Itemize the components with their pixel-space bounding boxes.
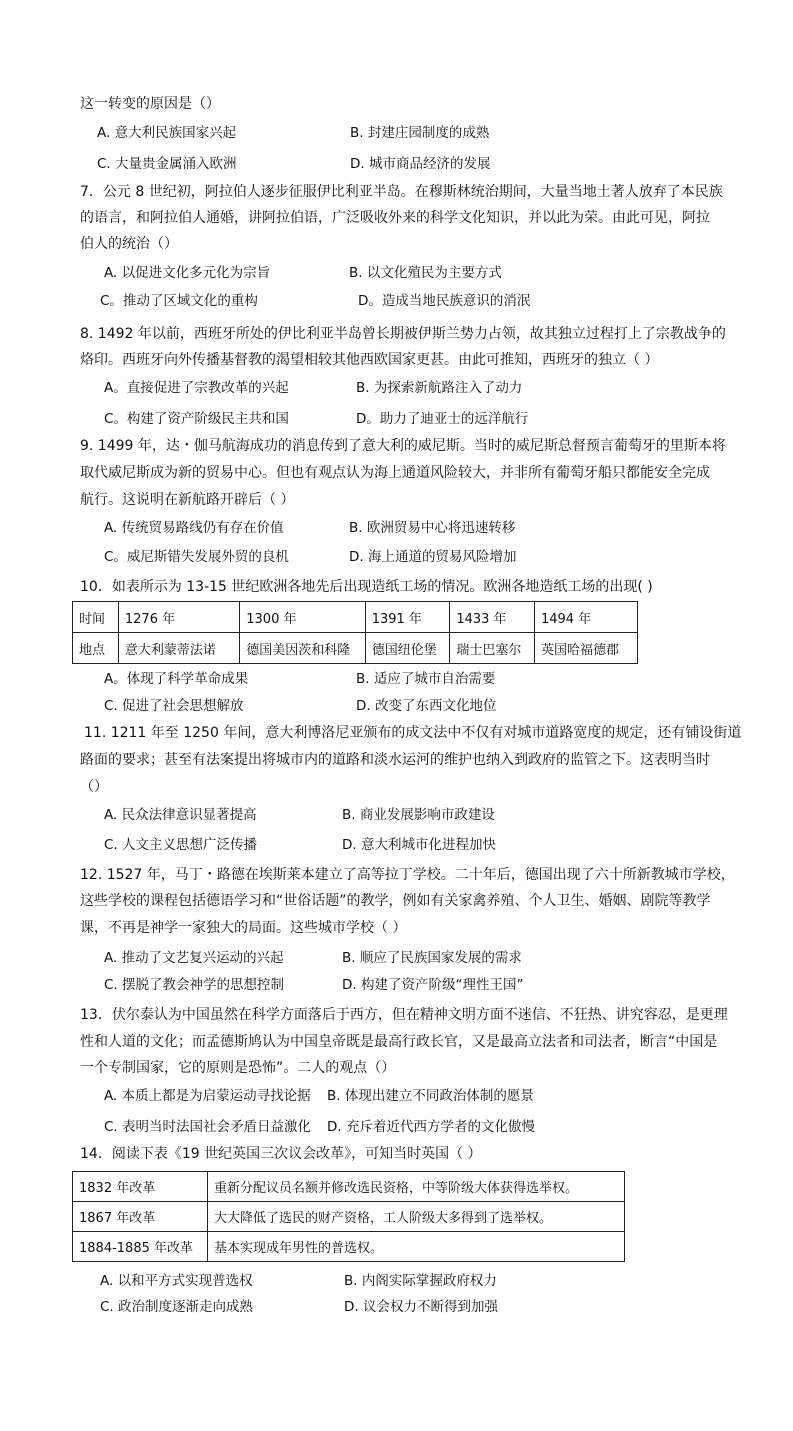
row-header-place: 地点	[73, 633, 119, 664]
paper-mill-table	[72, 601, 638, 664]
option-b[interactable]: B. 商业发展影响市政建设	[342, 807, 495, 823]
option-d[interactable]: D. 充斥着近代西方学者的文化傲慢	[327, 1119, 535, 1135]
question-11-line-1: 11. 1211 年至 1250 年间，意大利博洛尼亚颁布的成文法中不仅有对城市道路宽度的规定，还有铺设街道	[84, 725, 742, 741]
option-d[interactable]: D。造成当地民族意识的消泯	[358, 293, 531, 309]
option-c[interactable]: C. 大量贵金属涌入欧洲	[97, 156, 237, 172]
option-c[interactable]: C. 摆脱了教会神学的思想控制	[104, 977, 285, 993]
table-cell: 英国哈福德郡	[534, 633, 637, 664]
table-cell: 1300 年	[240, 602, 365, 633]
option-d[interactable]: D. 构建了资产阶级“理性王国”	[342, 977, 524, 993]
option-d[interactable]: D. 改变了东西文化地位	[356, 698, 497, 714]
option-c[interactable]: C。推动了区域文化的重构	[100, 293, 258, 309]
table-row	[73, 1172, 625, 1202]
table-cell: 德国美因茨和科隆	[240, 633, 365, 664]
table-cell: 大大降低了选民的财产资格，工人阶级大多得到了选举权。	[208, 1202, 625, 1232]
table-cell: 1867 年改革	[73, 1202, 208, 1232]
option-b[interactable]: B. 封建庄园制度的成熟	[350, 125, 490, 141]
question-13-line-3: 一个专制国家，它的原则是恐怖”。二人的观点（）	[80, 1060, 396, 1076]
option-b[interactable]: B. 顺应了民族国家发展的需求	[342, 950, 522, 966]
option-c[interactable]: C. 人文主义思想广泛传播	[104, 837, 258, 853]
option-c[interactable]: C. 政治制度逐渐走向成熟	[100, 1299, 254, 1315]
option-a[interactable]: A. 以促进文化多元化为宗旨	[104, 265, 271, 281]
option-d[interactable]: D. 意大利城市化进程加快	[342, 837, 496, 853]
table-row	[73, 1202, 625, 1232]
table-row	[73, 602, 638, 633]
option-d[interactable]: D. 议会权力不断得到加强	[344, 1299, 498, 1315]
table-cell: 1832 年改革	[73, 1172, 208, 1202]
question-12-line-1: 12. 1527 年，马丁・路德在埃斯莱本建立了高等拉丁学校。二十年后，德国出现了六十所新教城市学校，	[80, 867, 735, 883]
table-row	[73, 1232, 625, 1262]
question-10-stem: 10．如表所示为 13-15 世纪欧洲各地先后出现造纸工场的情况。欧洲各地造纸工场的出现( )	[80, 579, 653, 595]
option-b[interactable]: B. 以文化殖民为主要方式	[349, 265, 502, 281]
table-cell: 重新分配议员名额并修改选民资格，中等阶级大体获得选举权。	[208, 1172, 625, 1202]
option-a[interactable]: A. 以和平方式实现普选权	[100, 1273, 253, 1289]
table-cell: 德国纽伦堡	[365, 633, 450, 664]
option-b[interactable]: B. 内阁实际掌握政府权力	[344, 1273, 497, 1289]
table-cell: 瑞士巴塞尔	[450, 633, 535, 664]
question-7-line-3: 伯人的统治（）	[80, 236, 178, 252]
question-11-line-2: 路面的要求；甚至有法案提出将城市内的道路和淡水运河的维护也纳入到政府的监管之下。这表明当时	[80, 752, 710, 768]
option-a[interactable]: A. 民众法律意识显著提高	[104, 807, 257, 823]
option-c[interactable]: C。构建了资产阶级民主共和国	[104, 411, 289, 427]
question-12-line-2: 这些学校的课程包括德语学习和“世俗话题”的教学，例如有关家禽养殖、个人卫生、婚姻、剧院等教学	[80, 893, 711, 909]
option-a[interactable]: A. 推动了文艺复兴运动的兴起	[104, 950, 284, 966]
table-cell: 1884-1885 年改革	[73, 1232, 208, 1262]
question-11-line-3: （）	[80, 779, 108, 795]
option-a[interactable]: A. 传统贸易路线仍有存在价值	[104, 520, 284, 536]
question-8-line-2: 烙印。西班牙向外传播基督教的渴望相较其他西欧国家更甚。由此可推知，西班牙的独立（ ）	[80, 352, 659, 368]
option-a[interactable]: A。体现了科学革命成果	[104, 671, 249, 687]
table-cell: 基本实现成年男性的普选权。	[208, 1232, 625, 1262]
option-c[interactable]: C。威尼斯错失发展外贸的良机	[104, 549, 289, 565]
question-13-line-2: 性和人道的文化；而孟德斯鸠认为中国皇帝既是最高行政长官，又是最高立法者和司法者，断言“中国是	[80, 1034, 718, 1050]
table-cell: 1433 年	[450, 602, 535, 633]
option-b[interactable]: B. 适应了城市自治需要	[356, 671, 496, 687]
reform-table	[72, 1171, 625, 1262]
table-cell: 1494 年	[534, 602, 637, 633]
question-9-line-3: 航行。这说明在新航路开辟后（ ）	[80, 492, 295, 508]
option-a[interactable]: A. 本质上都是为启蒙运动寻找论据	[104, 1088, 311, 1104]
question-13-line-1: 13．伏尔泰认为中国虽然在科学方面落后于西方，但在精神文明方面不迷信、不狂热、讲究容忍，是更理	[80, 1007, 728, 1023]
option-b[interactable]: B. 欧洲贸易中心将迅速转移	[349, 520, 516, 536]
table-row	[73, 633, 638, 664]
question-9-line-2: 取代威尼斯成为新的贸易中心。但也有观点认为海上通道风险较大，并非所有葡萄牙船只都能安全完成	[80, 465, 710, 481]
table-cell: 1276 年	[118, 602, 239, 633]
option-b[interactable]: B. 体现出建立不同政治体制的愿景	[327, 1088, 534, 1104]
row-header-time: 时间	[73, 602, 119, 633]
option-a[interactable]: A。直接促进了宗教改革的兴起	[104, 380, 289, 396]
question-12-line-3: 课，不再是神学一家独大的局面。这些城市学校（ ）	[80, 920, 407, 936]
question-9-line-1: 9. 1499 年，达・伽马航海成功的消息传到了意大利的威尼斯。当时的威尼斯总督预言葡萄牙的里斯本将	[80, 438, 726, 454]
question-7-line-2: 的语言，和阿拉伯人通婚，讲阿拉伯语，广泛吸收外来的科学文化知识，并以此为荣。由此可见，阿拉	[80, 210, 710, 226]
question-stem-line: 这一转变的原因是（）	[80, 96, 220, 112]
option-c[interactable]: C. 促进了社会思想解放	[104, 698, 244, 714]
option-c[interactable]: C. 表明当时法国社会矛盾日益激化	[104, 1119, 312, 1135]
table-cell: 1391 年	[365, 602, 450, 633]
option-a[interactable]: A. 意大利民族国家兴起	[97, 125, 237, 141]
question-7-line-1: 7．公元 8 世纪初，阿拉伯人逐步征服伊比利亚半岛。在穆斯林统治期间，大量当地土著人放弃了本民族	[80, 184, 723, 200]
option-d[interactable]: D。助力了迪亚士的远洋航行	[356, 411, 529, 427]
question-8-line-1: 8. 1492 年以前，西班牙所处的伊比利亚半岛曾长期被伊斯兰势力占领，故其独立过程打上了宗教战争的	[80, 326, 726, 342]
option-d[interactable]: D. 海上通道的贸易风险增加	[349, 549, 517, 565]
question-14-stem: 14．阅读下表《19 世纪英国三次议会改革》，可知当时英国（ ）	[80, 1146, 482, 1162]
table-cell: 意大利蒙蒂法诺	[118, 633, 239, 664]
option-d[interactable]: D. 城市商品经济的发展	[350, 156, 491, 172]
option-b[interactable]: B. 为探索新航路注入了动力	[356, 380, 523, 396]
